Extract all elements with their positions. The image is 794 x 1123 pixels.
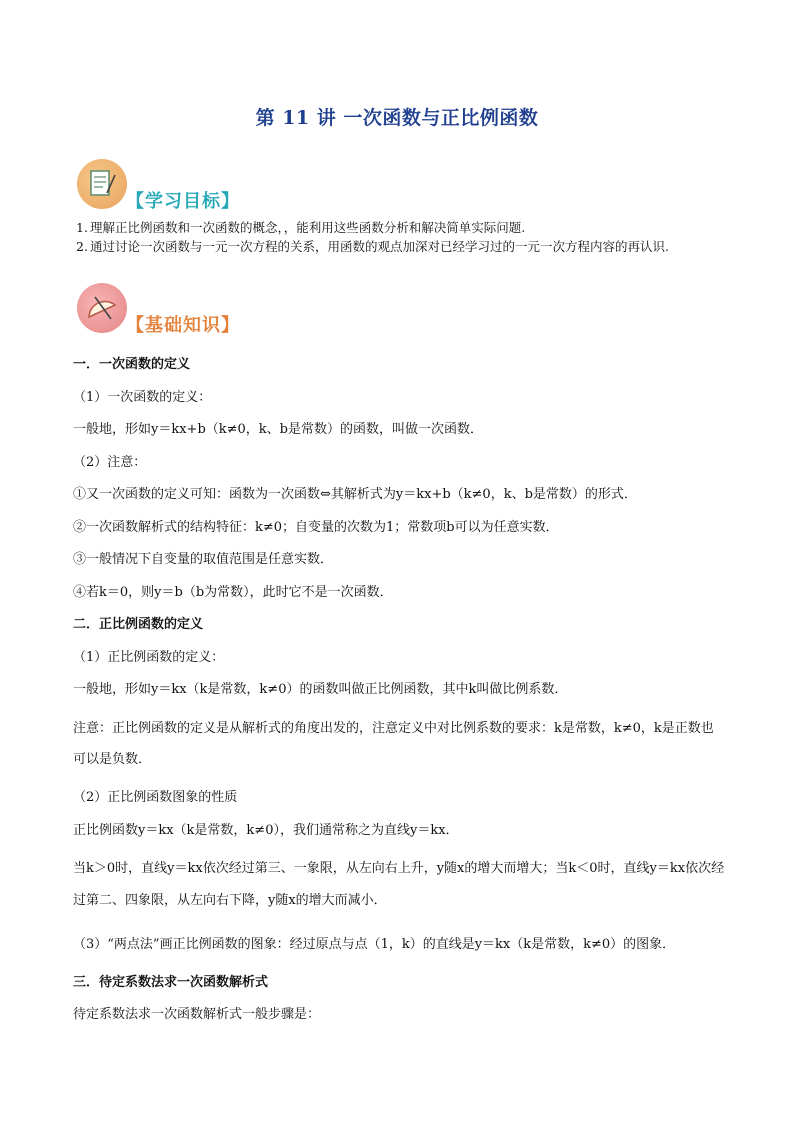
learning-goals-heading: 【学习目标】 xyxy=(126,191,240,212)
paragraph: 当k＞0时，直线y＝kx依次经过第三、一象限，从左向右上升，y随x的增大而增大；当k＜0时，直线y＝kx依次经过第二、四象限，从左向右下降，y随x的增大而减小． xyxy=(73,861,725,908)
goal-item xyxy=(76,218,726,237)
subheading: （2）正比例函数图象的性质 xyxy=(73,790,238,805)
paragraph: （3）“两点法”画正比例函数的图象：经过原点与点（1，k）的直线是y＝kx（k是常数，k≠0）的图象． xyxy=(73,936,676,952)
learning-goals-list xyxy=(76,218,726,256)
note-item: ①又一次函数的定义可知：函数为一次函数⇔其解析式为y＝kx+b（k≠0，k、b是常数）的形式． xyxy=(73,487,637,502)
basic-knowledge-heading: 【基础知识】 xyxy=(126,315,240,336)
section-heading: 三．待定系数法求一次函数解析式 xyxy=(73,974,269,990)
goal-text: 理解正比例函数和一次函数的概念，，能利用这些函数分析和解决简单实际问题. xyxy=(90,220,526,235)
knowledge-content xyxy=(73,355,725,1038)
goal-number: 1. xyxy=(76,220,88,235)
paragraph: 注意：正比例函数的定义是从解析式的角度出发的，注意定义中对比例系数的要求：k是常数，k≠0，k是正数也可以是负数． xyxy=(73,720,714,767)
paragraph: 一般地，形如y＝kx+b（k≠0，k、b是常数）的函数，叫做一次函数． xyxy=(73,422,484,437)
goal-number: 2. xyxy=(76,239,88,254)
section-heading: 二．正比例函数的定义 xyxy=(73,617,204,632)
goal-item xyxy=(76,237,726,256)
lesson-title: 第 11 讲 一次函数与正比例函数 xyxy=(255,107,539,129)
paragraph: 一般地，形如y＝kx（k是常数，k≠0）的函数叫做正比例函数，其中k叫做比例系数． xyxy=(73,682,568,697)
section-heading: 一．一次函数的定义 xyxy=(73,357,191,372)
paragraph: 待定系数法求一次函数解析式一般步骤是： xyxy=(73,1007,321,1022)
note-item: ④若k＝0，则y＝b（b为常数），此时它不是一次函数． xyxy=(73,584,393,600)
protractor-icon xyxy=(77,283,127,333)
goal-text: 通过讨论一次函数与一元一次方程的关系，用函数的观点加深对已经学习过的一元一次方程内容的再认识. xyxy=(90,239,669,254)
subheading: （1）一次函数的定义： xyxy=(73,389,212,405)
note-item: ③一般情况下自变量的取值范围是任意实数． xyxy=(73,552,334,567)
subheading: （2）注意： xyxy=(73,454,147,470)
note-item: ②一次函数解析式的结构特征：k≠0；自变量的次数为1；常数项b可以为任意实数． xyxy=(73,519,559,535)
subheading: （1）正比例函数的定义： xyxy=(73,649,225,665)
notebook-icon xyxy=(77,159,127,209)
paragraph: 正比例函数y＝kx（k是常数，k≠0），我们通常称之为直线y＝kx． xyxy=(73,822,459,838)
